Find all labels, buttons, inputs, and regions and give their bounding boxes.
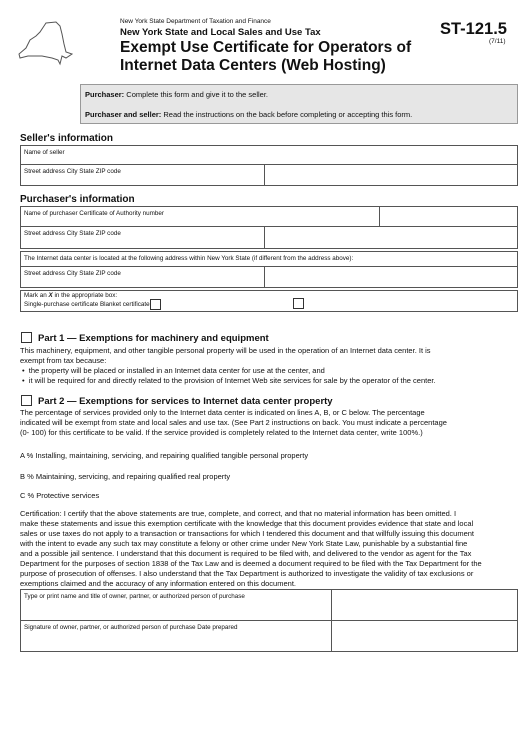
part2-title: Part 2 — Exemptions for services to Internet data center property [38, 396, 333, 407]
line-b: B % Maintaining, servicing, and repairing qualified real property [20, 472, 231, 481]
new-york-state-map-icon [16, 20, 74, 68]
title-line-1: Exempt Use Certificate for Operators of [120, 39, 412, 56]
signature-field[interactable] [20, 620, 332, 652]
purchaser-address-field[interactable] [20, 226, 265, 249]
part1-intro-line-2: exempt from tax because: [20, 356, 107, 365]
purchaser-seller-label: Purchaser and seller: [85, 110, 162, 119]
certification-line: sales or use taxes do not apply to a transaction or transactions for which I tendered this document and that willfully issuing this document [20, 529, 474, 538]
certification-line: Department for the purposes of section 1838 of the Tax Law and is deemed a document required to be filed with the Tax Department for the [20, 559, 482, 568]
form-title [120, 39, 440, 75]
certification-text [20, 509, 525, 589]
certification-line: and a possible jail sentence. I understand that this document is required to be filed with, and delivered to the vendor as agent for the Tax [20, 549, 472, 558]
certification-line: purpose of prosecution of offenses. I also understand that the Tax Department is authorized to investigate the validity of tax exclusions or [20, 569, 474, 578]
certification-line: with the intent to evade any such tax may constitute a felony or other crime under New York State Law, punishable by a substantial fine [20, 539, 468, 548]
part1-bullet-1-text: the property will be placed or installed in an Internet data center for use at the center, and [28, 366, 325, 375]
title-line-2: Internet Data Centers (Web Hosting) [120, 57, 386, 74]
purchaser-name-field[interactable] [20, 206, 380, 227]
form-subtitle: New York State and Local Sales and Use Tax [120, 27, 321, 38]
seller-name-label: Name of seller [24, 149, 65, 156]
mark-instruction: Mark an X in the appropriate box: [24, 292, 118, 299]
name-title-field[interactable] [20, 589, 332, 621]
purchaser-instruction [85, 90, 268, 99]
purchaser-instruction-label: Purchaser: [85, 90, 125, 99]
purchaser-section-heading: Purchaser's information [20, 194, 135, 205]
purchaser-seller-text: Read the instructions on the back before completing or accepting this form. [161, 110, 413, 119]
line-a: A % Installing, maintaining, servicing, and repairing qualified tangible personal property [20, 451, 309, 460]
datacenter-location-label: The Internet data center is located at the following address within New York State (if different from the address above): [24, 255, 354, 262]
purchaser-address-label: Street address City State ZIP code [24, 230, 121, 237]
part1-title: Part 1 — Exemptions for machinery and equipment [38, 333, 269, 344]
part1-intro-line-1: This machinery, equipment, and other tangible personal property will be used in the operation of an Internet data center. It is [20, 346, 431, 355]
seller-section-heading: Seller's information [20, 133, 113, 144]
single-purchase-checkbox[interactable] [150, 299, 161, 310]
part2-instructions [20, 408, 525, 438]
seller-address-extra-field[interactable] [264, 164, 518, 186]
certificate-types-label: Single-purchase certificate Blanket certificate [24, 301, 150, 308]
part1-bullet-2-text: it will be required for and directly related to the provision of Internet Web site services for sale by the operator of the center. [28, 376, 436, 385]
name-title-label: Type or print name and title of owner, partner, or authorized person of purchase [24, 593, 245, 600]
part2-line-1: The percentage of services provided only to the Internet data center is indicated on lines A, B, or C below. The percentage [20, 408, 425, 417]
datacenter-address-extra-field[interactable] [264, 266, 518, 288]
seller-name-field[interactable] [20, 145, 518, 165]
date-prepared-field[interactable] [331, 620, 518, 652]
certificate-type-row [20, 290, 518, 312]
line-c: C % Protective services [20, 491, 100, 500]
purchaser-seller-instruction [85, 110, 412, 119]
datacenter-address-field[interactable] [20, 266, 265, 288]
seller-address-label: Street address City State ZIP code [24, 168, 121, 175]
datacenter-address-label: Street address City State ZIP code [24, 270, 121, 277]
datacenter-location-note [20, 251, 518, 267]
revision-date: (7/11) [489, 38, 506, 45]
form-number: ST-121.5 [440, 20, 507, 38]
part2-line-2: indicated will be exempt from state and local sales and use tax. (See Part 2 instructions on back. You must indicate a percentage [20, 418, 447, 427]
purchaser-address-extra-field[interactable] [264, 226, 518, 249]
instructions-box [80, 84, 518, 124]
name-title-extra-field[interactable] [331, 589, 518, 621]
purchaser-instruction-text: Complete this form and give it to the seller. [124, 90, 269, 99]
purchaser-name-label: Name of purchaser Certificate of Authority number [24, 210, 164, 217]
certification-line: exemptions claimed and the accuracy of any information entered on this document. [20, 579, 296, 588]
part1-bullet-2: • it will be required for and directly related to the provision of Internet Web site services for sale by the operator of the center. [22, 376, 436, 385]
seller-address-field[interactable] [20, 164, 265, 186]
part1-checkbox[interactable] [21, 332, 32, 343]
certification-line: make these statements and issue this exemption certificate with the knowledge that this document provides evidence that state and local [20, 519, 474, 528]
blanket-certificate-checkbox[interactable] [293, 298, 304, 309]
part2-checkbox[interactable] [21, 395, 32, 406]
part1-intro [20, 346, 520, 366]
certificate-of-authority-field[interactable] [379, 206, 518, 227]
certification-line: Certification: I certify that the above statements are true, complete, and correct, and that no material information has been omitted. I [20, 509, 457, 518]
signature-label: Signature of owner, partner, or authorized person of purchase Date prepared [24, 624, 238, 631]
part1-bullet-1: • the property will be placed or installed in an Internet data center for use at the center, and [22, 366, 325, 375]
department-name: New York State Department of Taxation and Finance [120, 18, 271, 25]
part2-line-3: (0- 100) for this certificate to be valid. If the service provided is completely related to the Internet data center, write 100%.) [20, 428, 423, 437]
